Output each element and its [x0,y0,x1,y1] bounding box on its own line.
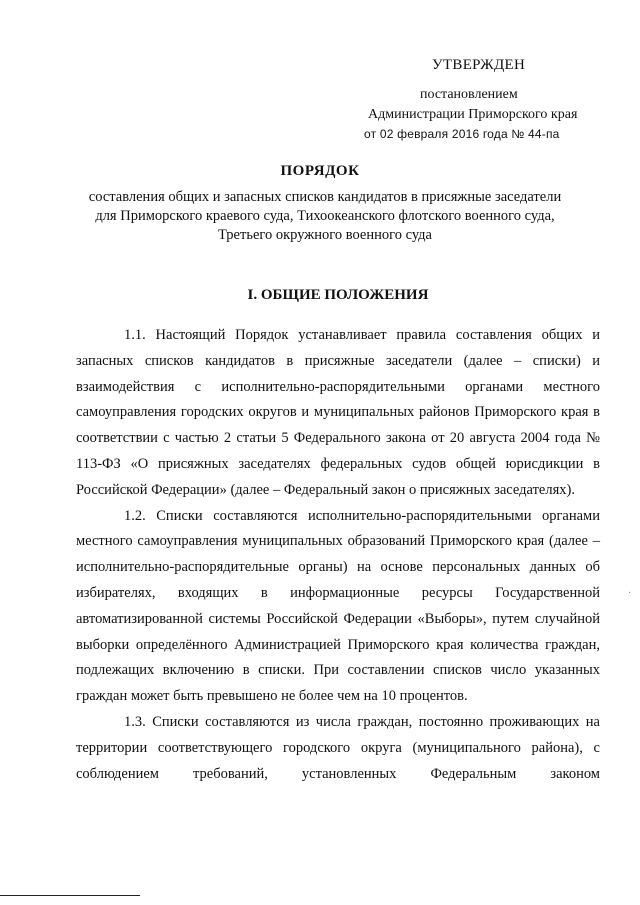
approval-resolution-line: постановлением [420,87,518,102]
document-body [76,323,600,787]
paragraph-1-2: 1.2. Списки составляются исполнительно-распорядительными органами местного самоуправления муниципальных образований Приморского края (далее – исполнительно-распорядительные органы) на основе персональных данных об избирателях, входящих в информационные ресурсы Государственной автоматизированной системы Российской Федерации «Выборы», путем случайной выборки определённого Администрацией Приморского края количества граждан, подлежащих включению в списки. При составлении списков число указанных граждан может быть превышено не более чем на 10 процентов. [76,507,600,705]
approval-date-stamp: от 02 февраля 2016 года № 44-па [364,127,560,141]
section-heading: I. ОБЩИЕ ПОЛОЖЕНИЯ [247,287,429,303]
approval-authority-line: Администрации Приморского края [368,107,578,122]
paragraph-1-3: 1.3. Списки составляются из числа граждан, постоянно проживающих на территории соответствующего городского округа (муниципального района), с соблюдением требований, установленных Федеральным законом [76,713,600,782]
approval-block [360,56,610,142]
approval-heading: УТВЕРЖДЕН [432,57,526,73]
document-title: ПОРЯДОК [280,163,360,179]
document-subtitle: составления общих и запасных списков кандидатов в присяжные заседатели для Приморского краевого суда, Тихоокеанского флотского военного суда, Третьего окружного военного суда [88,189,562,243]
paragraph-1-1: 1.1. Настоящий Порядок устанавливает правила составления общих и запасных списков кандидатов в присяжные заседатели (далее – списки) и взаимодействия с исполнительно-распорядительными органами местного самоуправления городских округов и муниципальных районов Приморского края в соответствии с частью 2 статьи 5 Федерального закона от 20 августа 2004 года № 113-ФЗ «О присяжных заседателях федеральных судов общей юрисдикции в Российской Федерации» (далее – Федеральный закон о присяжных заседателях). [76,327,600,498]
scan-edge-mark: · [628,588,632,599]
footnote-rule [0,895,140,896]
